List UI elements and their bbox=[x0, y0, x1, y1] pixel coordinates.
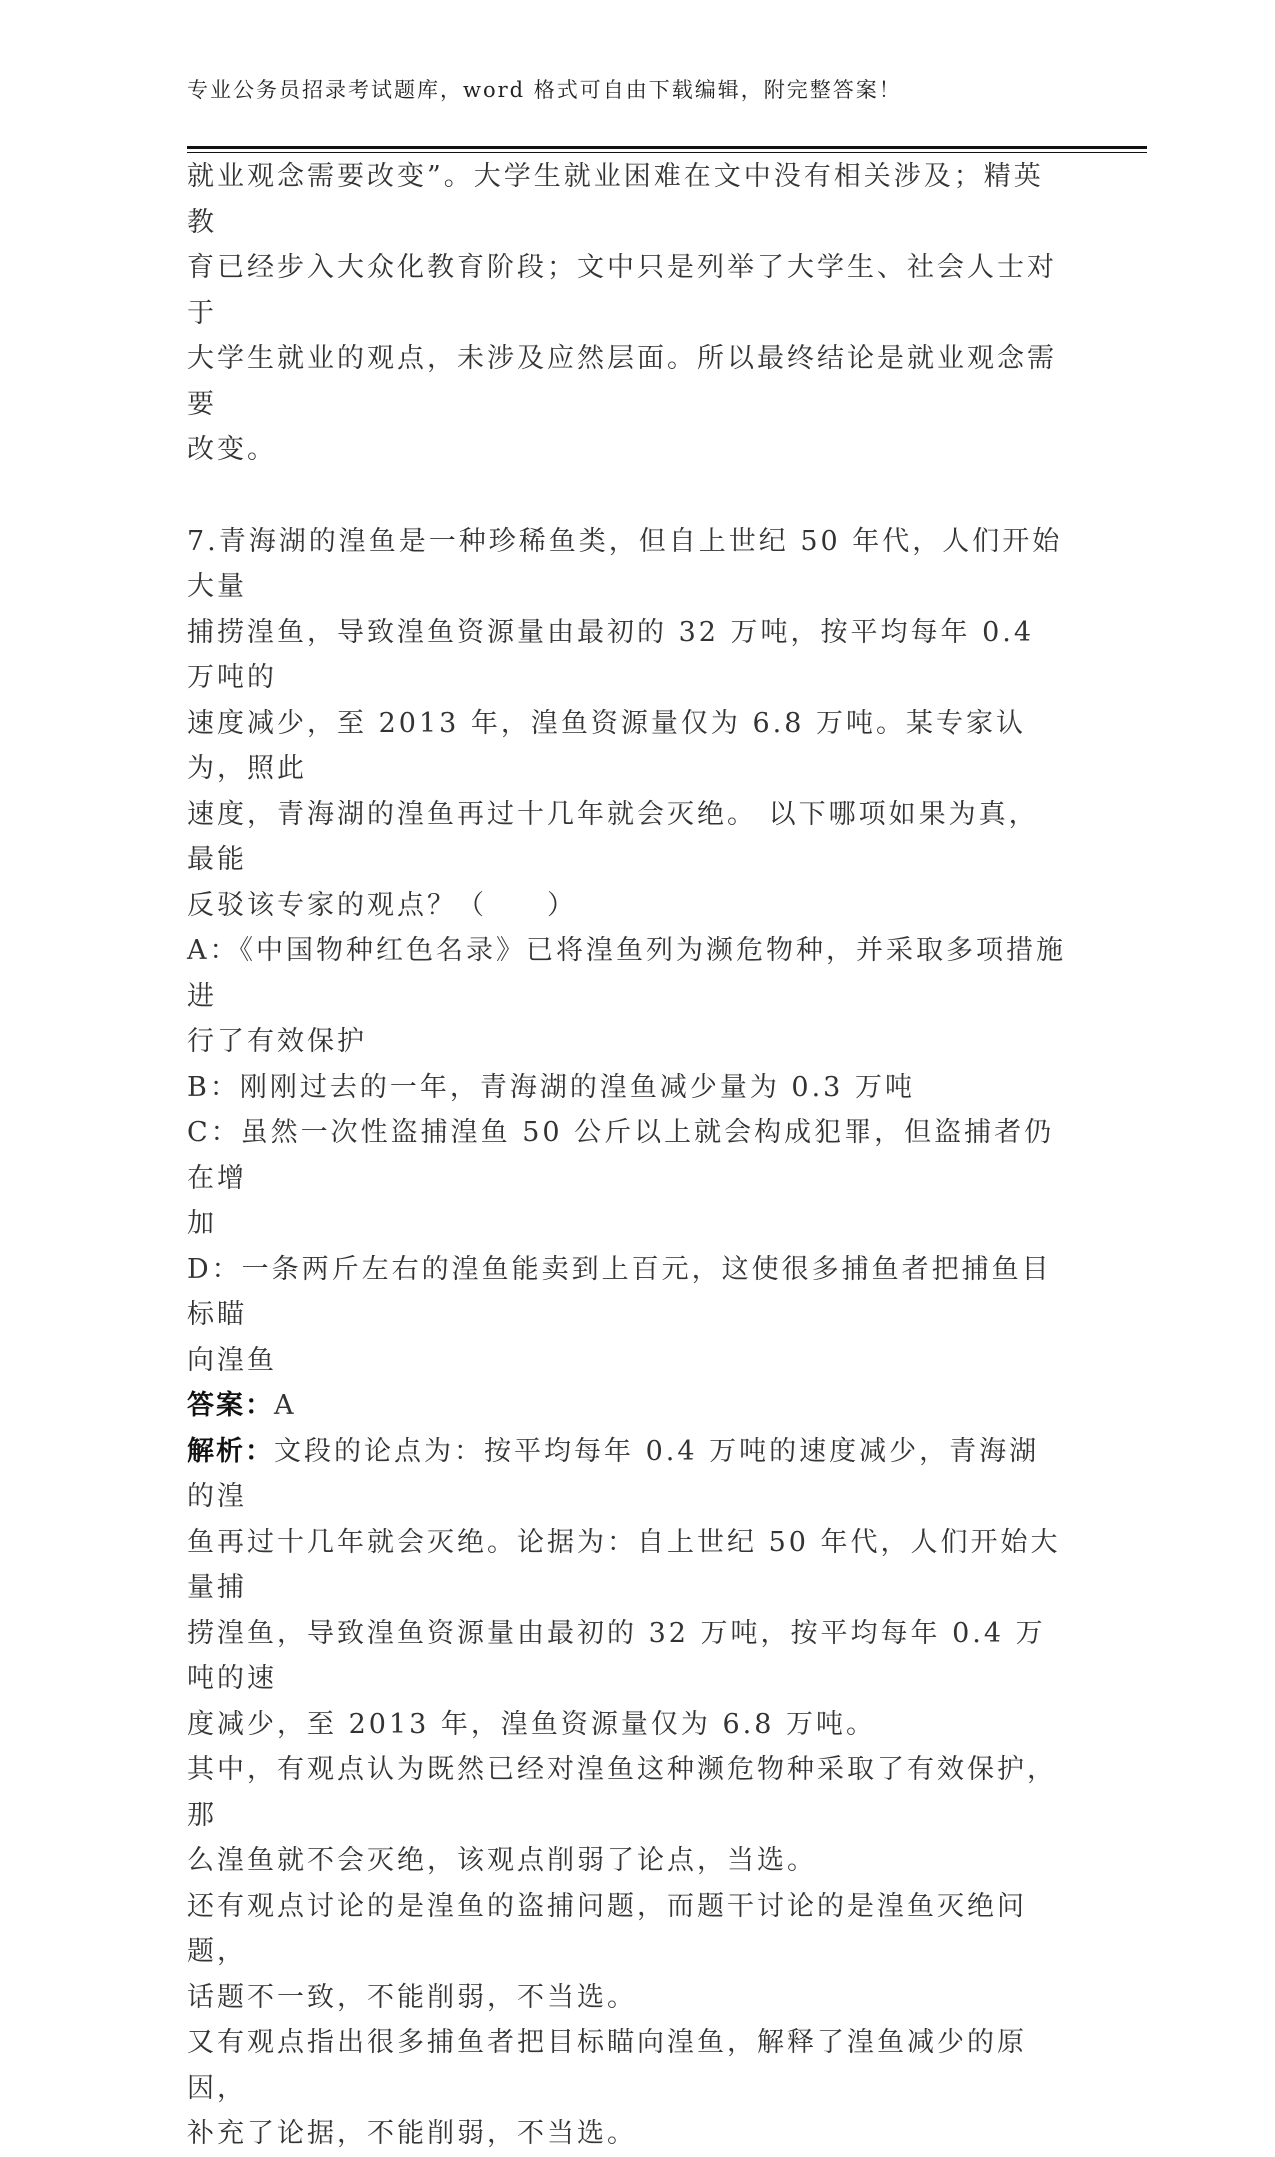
question-line: 速度，青海湖的湟鱼再过十几年就会灭绝。 以下哪项如果为真，最能 bbox=[187, 798, 1039, 875]
analysis-line: 还有观点讨论的是湟鱼的盗捕问题，而题干讨论的是湟鱼灭绝问题， bbox=[187, 1890, 1027, 1967]
header-rule-thin bbox=[187, 152, 1147, 153]
paragraph-gap bbox=[187, 473, 1067, 519]
question-line: 7.青海湖的湟鱼是一种珍稀鱼类，但自上世纪 50 年代，人们开始大量 bbox=[187, 525, 1063, 602]
analysis-label: 解析： bbox=[187, 1435, 274, 1467]
page-header: 专业公务员招录考试题库，word 格式可自由下载编辑，附完整答案！ bbox=[187, 78, 902, 102]
analysis-line bbox=[187, 1429, 1067, 1520]
text-line: 改变。 bbox=[187, 434, 277, 465]
option-line: B：刚刚过去的一年，青海湖的湟鱼减少量为 0.3 万吨 bbox=[187, 1071, 915, 1103]
analysis-line: 又有观点指出很多捕鱼者把目标瞄向湟鱼，解释了湟鱼减少的原因， bbox=[187, 2027, 1027, 2104]
option-line: A：《中国物种红色名录》已将湟鱼列为濒危物种，并采取多项措施进 bbox=[187, 935, 1066, 1012]
text-line: 大学生就业的观点，未涉及应然层面。所以最终结论是就业观念需要 bbox=[187, 343, 1057, 420]
analysis-line: 话题不一致，不能削弱，不当选。 bbox=[187, 1981, 637, 2013]
option-line: D：一条两斤左右的湟鱼能卖到上百元，这使很多捕鱼者把捕鱼目标瞄 bbox=[187, 1253, 1052, 1330]
analysis-line: 么湟鱼就不会灭绝，该观点削弱了论点，当选。 bbox=[187, 1845, 817, 1876]
analysis-line: 其中，有观点认为既然已经对湟鱼这种濒危物种采取了有效保护，那 bbox=[187, 1754, 1057, 1831]
answer-value: A bbox=[274, 1390, 297, 1421]
analysis-line: 度减少，至 2013 年，湟鱼资源量仅为 6.8 万吨。 bbox=[187, 1708, 876, 1740]
answer-label: 答案： bbox=[187, 1390, 274, 1421]
text-line: 育已经步入大众化教育阶段；文中只是列举了大学生、社会人士对于 bbox=[187, 252, 1057, 329]
option-line: 加 bbox=[187, 1208, 217, 1239]
option-line: C：虽然一次性盗捕湟鱼 50 公斤以上就会构成犯罪，但盗捕者仍在增 bbox=[187, 1117, 1055, 1194]
analysis-first-line: 文段的论点为：按平均每年 0.4 万吨的速度减少，青海湖的湟 bbox=[187, 1435, 1040, 1512]
question-line: 速度减少，至 2013 年，湟鱼资源量仅为 6.8 万吨。某专家认为，照此 bbox=[187, 707, 1026, 784]
question-line: 反驳该专家的观点？（ ） bbox=[187, 889, 577, 921]
header-rule-thick bbox=[187, 146, 1147, 149]
option-line: 向湟鱼 bbox=[187, 1344, 277, 1376]
analysis-line: 捞湟鱼，导致湟鱼资源量由最初的 32 万吨，按平均每年 0.4 万吨的速 bbox=[187, 1617, 1046, 1694]
document-body bbox=[187, 154, 1067, 2157]
answer-line bbox=[187, 1383, 1067, 1429]
question-line: 捕捞湟鱼，导致湟鱼资源量由最初的 32 万吨，按平均每年 0.4 万吨的 bbox=[187, 616, 1035, 693]
analysis-line: 鱼再过十几年就会灭绝。论据为：自上世纪 50 年代，人们开始大量捕 bbox=[187, 1526, 1061, 1603]
analysis-line: 补充了论据，不能削弱，不当选。 bbox=[187, 2118, 637, 2149]
option-line: 行了有效保护 bbox=[187, 1026, 367, 1057]
text-line: 就业观念需要改变”。大学生就业困难在文中没有相关涉及；精英教 bbox=[187, 161, 1044, 238]
